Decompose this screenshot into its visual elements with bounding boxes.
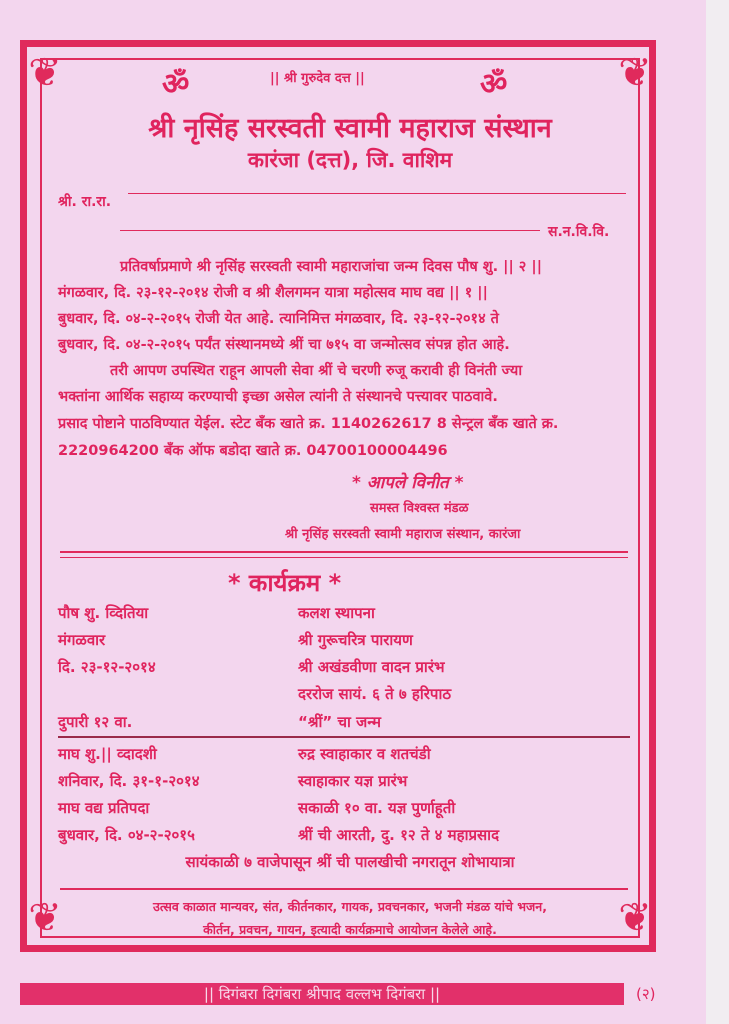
flourish-corner-icon: ❦ (28, 895, 62, 941)
greeting: स.न.वि.वि. (548, 224, 610, 240)
signatory-institution: श्री नृसिंह सरस्वती स्वामी महाराज संस्थान, कारंजा (285, 527, 521, 542)
signatory-board: समस्त विश्वस्त मंडळ (370, 501, 469, 516)
page-edge (706, 0, 729, 1024)
flourish-corner-icon: ❦ (618, 50, 652, 96)
body-line: बुधवार, दि. ०४-२-२०१५ रोजी येत आहे. त्यानिमित्त मंगळवार, दि. २३-१२-२०१४ ते (58, 311, 499, 327)
body-line: बुधवार, दि. ०४-२-२०१५ पर्यंत संस्थानमध्ये श्रीं चा ७१५ वा जन्मोत्सव संपन्न होत आहे. (58, 337, 510, 353)
body-line: प्रतिवर्षाप्रमाणे श्री नृसिंह सरस्वती स्वामी महाराजांचा जन्म दिवस पौष शु. || २ || (120, 259, 542, 275)
body-line: प्रसाद पोष्टाने पाठविण्यात येईल. स्टेट बँक खाते क्र. 1140262617 8 सेन्ट्रल बँक खाते क्र. (58, 416, 559, 432)
program-heading: * कार्यक्रम * (228, 569, 342, 597)
page-number: (२) (636, 985, 656, 1003)
program-date: पौष शु. व्दितिया (58, 604, 149, 622)
footer-chant: || दिगंबरा दिगंबरा श्रीपाद वल्लभ दिगंबरा || (20, 983, 624, 1005)
om-icon: ॐ (162, 67, 190, 102)
program-event: श्री गुरूचरित्र पारायण (298, 631, 413, 649)
program-event: दररोज सायं. ६ ते ७ हरिपाठ (298, 685, 452, 703)
program-date: माघ शु.|| व्दादशी (58, 745, 157, 763)
program-date: माघ वद्य प्रतिपदा (58, 799, 150, 817)
divider (60, 551, 628, 553)
program-date: दुपारी १२ वा. (58, 713, 133, 731)
program-event: स्वाहाकार यज्ञ प्रारंभ (298, 772, 408, 790)
body-line: भक्तांना आर्थिक सहाय्य करण्याची इच्छा असेल त्यांनी ते संस्थानचे पत्त्यावर पाठवावे. (58, 389, 498, 405)
festival-note: उत्सव काळात मान्यवर, संत, कीर्तनकार, गायक, प्रवचनकार, भजनी मंडळ यांचे भजन, (152, 899, 547, 914)
program-event: रुद्र स्वाहाकार व शतचंडी (298, 745, 431, 763)
flourish-corner-icon: ❦ (618, 895, 652, 941)
divider (58, 736, 630, 738)
divider (60, 888, 628, 890)
subtitle: कारंजा (दत्त), जि. वाशिम (247, 148, 453, 172)
body-line: मंगळवार, दि. २३-१२-२०१४ रोजी व श्री शैलगमन यात्रा महोत्सव माघ वद्य || १ || (58, 285, 488, 301)
name-blank-line (120, 230, 540, 231)
page-title: श्री नृसिंह सरस्वती स्वामी महाराज संस्थान (148, 113, 552, 144)
body-line: तरी आपण उपस्थित राहून आपली सेवा श्रीं चे चरणी रुजू करावी ही विनंती ज्या (110, 363, 523, 379)
program-event: कलश स्थापना (298, 604, 375, 622)
salutation: श्री. रा.रा. (58, 194, 112, 210)
divider (60, 557, 628, 558)
invocation: || श्री गुरुदेव दत्त || (270, 71, 365, 86)
name-blank-line (128, 193, 626, 194)
program-date: मंगळवार (58, 631, 106, 649)
body-line: 2220964200 बँक ऑफ बडोदा खाते क्र. 04700100004496 (58, 443, 448, 459)
program-event: “श्रीं” चा जन्म (298, 713, 381, 731)
program-date: शनिवार, दि. ३१-१-२०१४ (58, 772, 200, 790)
decorative-bar (60, 945, 600, 951)
festival-note: कीर्तन, प्रवचन, गायन, इत्यादी कार्यक्रमाचे आयोजन केलेले आहे. (203, 922, 497, 937)
closing: * आपले विनीत * (352, 473, 464, 493)
program-event: सकाळी १० वा. यज्ञ पुर्णाहूती (298, 799, 456, 817)
program-date: बुधवार, दि. ०४-२-२०१५ (58, 826, 195, 844)
program-event: श्रीं ची आरती, दु. १२ ते ४ महाप्रसाद (298, 826, 500, 844)
flourish-corner-icon: ❦ (28, 50, 62, 96)
om-icon: ॐ (480, 67, 508, 102)
program-date: दि. २३-१२-२०१४ (58, 658, 156, 676)
program-event: श्री अखंडवीणा वादन प्रारंभ (298, 658, 445, 676)
procession-note: सायंकाळी ७ वाजेपासून श्रीं ची पालखीची नगरातून शोभायात्रा (185, 853, 515, 871)
